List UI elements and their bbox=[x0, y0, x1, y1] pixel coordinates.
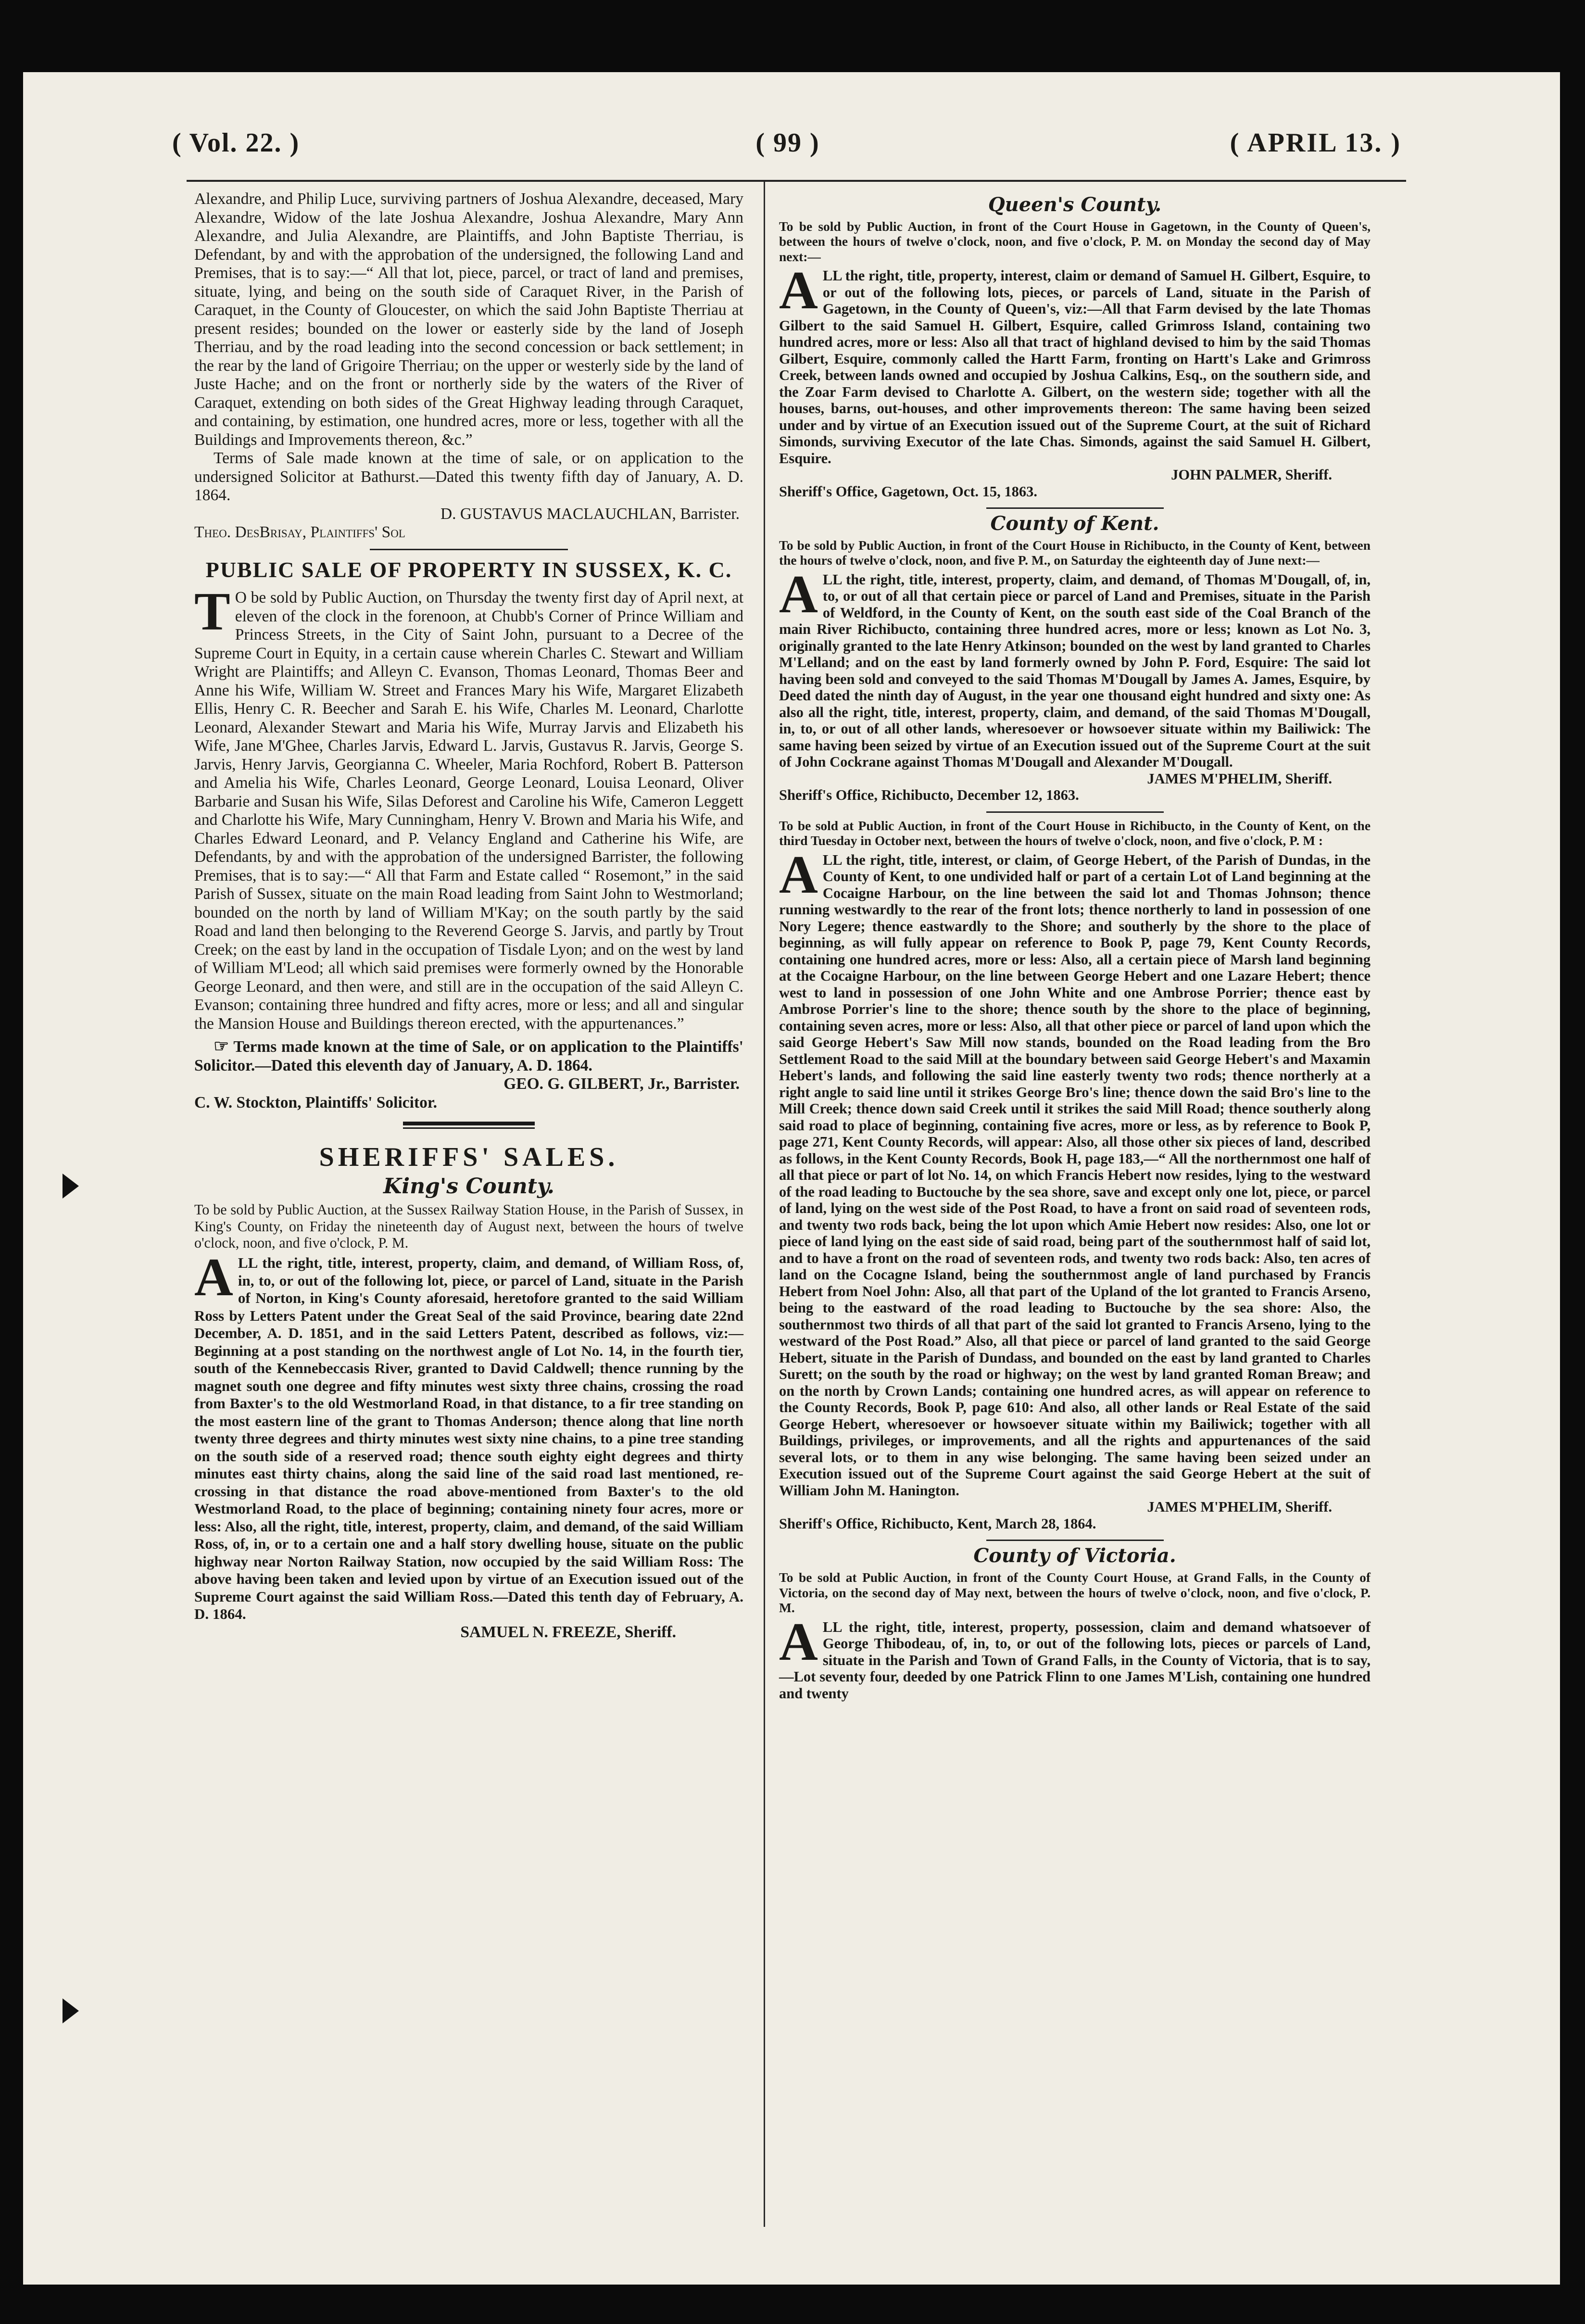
auction-notice: To be sold by Public Auction, at the Sussex Railway Station House, in the Parish of Sussex, in King's County, on Friday the nineteenth day of August next, between the hours of twelve o'clock, noon, and five o'clock, P. M. bbox=[194, 1201, 743, 1251]
sussex-terms: ☞ Terms made known at the time of Sale, or on application to the Plaintiffs' Solicitor.—Dated this eleventh day of January, A. D. 1864. bbox=[194, 1036, 743, 1074]
sheriff-office-date: Sheriff's Office, Richibucto, Kent, March 28, 1864. bbox=[779, 1515, 1096, 1532]
terms-of-sale: Terms of Sale made known at the time of sale, or on application to the undersigned Solicitor at Bathurst.—Dated this twenty fifth day of January, A. D. 1864. bbox=[194, 449, 743, 504]
drop-cap: A bbox=[779, 261, 818, 321]
drop-cap: A bbox=[779, 564, 818, 624]
section-rule bbox=[986, 811, 1164, 813]
county-heading: Queen's County. bbox=[988, 193, 1162, 216]
auction-notice: To be sold at Public Auction, in front of the County Court House, at Grand Falls, in the County of Victoria, on the second day of May next, between the hours of twelve o'clock, noon, and five o'clock, P. M. bbox=[779, 1570, 1371, 1616]
page-edge-marker bbox=[63, 1998, 79, 2023]
auction-notice: To be sold at Public Auction, in front of the Court House in Richibucto, in the County of Kent, on the third Tuesday in October next, between the hours of twelve o'clock, noon, and five o'clock, P. M : bbox=[779, 818, 1371, 848]
continued-notice-text: Alexandre, and Philip Luce, surviving partners of Joshua Alexandre, deceased, Mary Alexandre, Widow of the late Joshua Alexandre, Joshua Alexandre, Mary Ann Alexandre, and Julia Alexandre, are Plaintiffs, and John Baptiste Therriau, is Defendant, by and with the approbation of the undersigned, the following Land and Premises, that is to say:—“ All that lot, piece, parcel, or tract of land and premises, situate, lying, and being on the south side of Caraquet River, in the Parish of Caraquet, in the County of Gloucester, on which the said John Baptiste Therriau at present resides; bounded on the lower or easterly side by the land of Joseph Therriau, and by the road leading into the second concession or back settlement; in the rear by the land of Grigoire Therriau; on the upper or westerly side by the land of Juste Hache; and on the front or northerly side by the waters of the River of Caraquet, extending on both sides of the Great Highway leading through Caraquet, and containing, by estimation, one hundred acres, more or less, together with all the Buildings and Improvements thereon, &c.” bbox=[194, 190, 743, 449]
drop-cap: A bbox=[779, 1612, 818, 1672]
sheriff-signature: JAMES M'PHELIM, Sheriff. bbox=[1147, 770, 1332, 787]
column-divider bbox=[764, 182, 765, 2227]
page-header bbox=[23, 127, 1560, 171]
county-heading: County of Victoria. bbox=[973, 1544, 1176, 1567]
section-rule bbox=[986, 507, 1164, 509]
left-column bbox=[194, 190, 743, 1642]
section-rule bbox=[986, 1540, 1164, 1541]
solicitor-signature: C. W. Stockton, Plaintiffs' Solicitor. bbox=[194, 1093, 438, 1111]
double-rule bbox=[403, 1122, 535, 1125]
victoria-sale-text: ALL the right, title, interest, property, possession, claim and demand whatsoever of George Thibodeau, of, in, to, or out of the following lots, pieces or parcels of Land, situate in the Parish and Town of Grand Falls, in the County of Victoria, that is to say,—Lot seventy four, deeded by one Patrick Flinn to one James M'Lish, containing one hundred and twenty bbox=[779, 1612, 1371, 1702]
sheriff-office-date: Sheriff's Office, Gagetown, Oct. 15, 1863. bbox=[779, 483, 1038, 500]
queens-sale-text: ALL the right, title, property, interest, claim or demand of Samuel H. Gilbert, Esquire, to or out of the following lots, pieces, or parcels of Land, situate in the Parish of Gagetown, in the County of Queen's, viz:—All that Farm devised by the late Thomas Gilbert to the said Samuel H. Gilbert, Esquire, called Grimross Island, containing two hundred acres, more or less: Also all that tract of highland devised to him by the said Thomas Gilbert, Esquire, commonly called the Hartt Farm, fronting on Hartt's Lake and Grimross Creek, between lands owned and occupied by Joshua Calkins, Esq., on the southern side, and the Zoar Farm devised to Charlotte A. Gilbert, on the western side; together with all the houses, barns, out-houses, and other improvements thereon: The same having been seized under and by virtue of an Execution issued out of the Supreme Court, at the suit of Richard Simonds, surviving Executor of the late Chas. Simonds, against the said Samuel H. Gilbert, Esquire. bbox=[779, 261, 1371, 467]
issue-date: ( APRIL 13. ) bbox=[1230, 128, 1401, 158]
barrister-signature: D. GUSTAVUS MACLAUCHLAN, Barrister. bbox=[440, 505, 740, 523]
kent-sale-text: ALL the right, title, interest, property, claim, and demand, of Thomas M'Dougall, of, in, to, or out of all that certain piece or parcel of Land and Premises, situate in the Parish of Weldford, in the County of Kent, on the south east side of the Coal Branch of the main River Richibucto, containing three hundred acres, more or less; known as Lot No. 3, originally granted to the late Henry Atkinson; bounded on the west by land granted to Charles M'Lelland; and on the east by land formerly owned by John P. Ford, Esquire: The said lot having been sold and conveyed to the said Thomas M'Dougall by James A. James, Esquire, by Deed dated the ninth day of August, in the year one thousand eight hundred and sixty one: As also all the right, title, interest, property, claim, and demand, of the said Thomas M'Dougall, in, to, or out of all other lands, wheresoever or howsoever situate within my Bailiwick: The same having been seized by virtue of an Execution issued out of the Supreme Court at the suit of John Cockrane against Thomas M'Dougall and Alexander M'Dougall. bbox=[779, 564, 1371, 770]
sheriff-signature: JOHN PALMER, Sheriff. bbox=[1171, 467, 1332, 483]
solicitor-signature: Theo. DesBrisay, Plaintiffs' Sol bbox=[194, 523, 405, 541]
sussex-sale-text: T O be sold by Public Auction, on Thursday the twenty first day of April next, at eleven of the clock in the forenoon, at Chubb's Corner of Prince William and Princess Streets, in the City of Saint John, pursuant to a Decree of the Supreme Court in Equity, in a certain cause wherein Charles C. Stewart and William Wright are Plaintiffs; and Alleyn C. Evanson, Thomas Leonard, Thomas Beer and Anne his Wife, William W. Street and Frances Mary his Wife, Margaret Elizabeth Ellis, Henry C. R. Beecher and Sarah E. his Wife, Charles M. Leonard, Charlotte Leonard, Alexander Stewart and Maria his Wife, Murray Jarvis and Elizabeth his Wife, Jane M'Ghee, Charles Jarvis, Edward L. Jarvis, Gustavus R. Jarvis, George S. Jarvis, Henry Jarvis, Georgianna C. Wheeler, Maria Rochford, Robert B. Patterson and Amelia his Wife, Charles Leonard, George Leonard, Louisa Leonard, Oliver Barbarie and Susan his Wife, Silas Deforest and Caroline his Wife, Cameron Leggett and Charlotte his Wife, Mary Cunningham, Henry V. Brown and Maria his Wife, and Charles Edward Leonard, and P. Velancy England and Catherine his Wife, are Defendants, by and with the approbation of the undersigned Barrister, the following Premises, that is to say:—“ All that Farm and Estate called “ Rosemont,” in the said Parish of Sussex, situate on the main Road leading from Saint John to Westmorland; bounded on the north by land of William M'Kay; on the south partly by the said Road and land then belonging to the Reverend George S. Jarvis, and partly by Trout Creek; on the east by land in the occupation of Tisdale Lyon; and on the west by land of William M'Leod; all which said premises were formerly owned by the Honorable George Leonard, and then were, and still are in the occupation of the said Alleyn C. Evanson; containing three hundred and fifty acres, more or less; and all and singular the Mansion House and Buildings thereon erected, with the appurtenances.” bbox=[194, 582, 743, 1033]
section-rule bbox=[370, 549, 567, 550]
barrister-signature: GEO. G. GILBERT, Jr., Barrister. bbox=[503, 1075, 740, 1093]
drop-cap: A bbox=[779, 845, 818, 905]
sheriffs-sales-heading: SHERIFFS' SALES. bbox=[319, 1142, 619, 1172]
newspaper-page bbox=[23, 72, 1560, 2285]
auction-notice: To be sold by Public Auction, in front of the Court House in Gagetown, in the County of Queen's, between the hours of twelve o'clock, noon, and five o'clock, P. M. on Monday the second day of May next:— bbox=[779, 219, 1371, 264]
sheriff-office-date: Sheriff's Office, Richibucto, December 12, 1863. bbox=[779, 787, 1079, 804]
pointing-hand-icon: ☞ bbox=[214, 1036, 229, 1056]
page-number: ( 99 ) bbox=[755, 128, 820, 158]
kings-sale-text: ALL the right, title, interest, property, claim, and demand, of William Ross, of, in, to, or out of the following lot, piece, or parcel of Land, situate in the Parish of Norton, in King's County aforesaid, heretofore granted to the said William Ross by Letters Patent under the Great Seal of the said Province, bearing date 22nd December, A. D. 1851, and in the said Letters Patent, described as follows, viz:—Beginning at a post standing on the northwest angle of Lot No. 14, in the fourth tier, south of the Kennebeccasis River, granted to David Caldwell; thence running by the magnet south one degree and fifty minutes west sixty three chains, crossing the road from Baxter's to the old Westmorland Road, in that distance, to a fir tree standing on the most eastern line of the grant to Thomas Anderson; thence along that line north twenty three degrees and thirty minutes west sixty nine chains, to a pine tree standing on the south side of a reserved road; thence south eighty eight degrees and thirty minutes east thirty chains, along the said line of the said road last mentioned, re-crossing in that distance the road above-mentioned from Baxter's to the old Westmorland Road, to the place of beginning; containing ninety four acres, more or less: Also, all the right, title, interest, property, claim, and demand, of the said William Ross, of, in, or to a certain one and a half story dwelling house, situate on the public highway near Norton Railway Station, now occupied by the said William Ross: The above having been taken and levied upon by virtue of an Execution issued out of the Supreme Court against the said William Ross.—Dated this tenth day of February, A. D. 1864. bbox=[194, 1248, 743, 1623]
sheriff-signature: JAMES M'PHELIM, Sheriff. bbox=[1147, 1499, 1332, 1516]
county-heading: County of Kent. bbox=[990, 512, 1159, 535]
drop-cap: A bbox=[194, 1248, 233, 1308]
county-heading: King's County. bbox=[383, 1174, 554, 1199]
auction-notice: To be sold by Public Auction, in front of the Court House in Richibucto, in the County of Kent, between the hours of twelve o'clock, noon, and five P. M., on Saturday the eighteenth day of June next:— bbox=[779, 538, 1371, 568]
right-column bbox=[779, 190, 1371, 1702]
drop-cap: T bbox=[194, 582, 230, 642]
header-rule bbox=[187, 180, 1406, 182]
kent-second-sale-text: ALL the right, title, interest, or claim, of George Hebert, of the Parish of Dundas, in the County of Kent, to one undivided half or part of a certain Lot of Land beginning at the Cocaigne Harbour, on the line between the said lot and Thomas Johnson; thence running westwardly to the rear of the front lots; thence northerly to land in possession of one Nory Legere; thence eastwardly to the Shore; and southerly by the shore to the place of beginning, as will fully appear on reference to Book P, page 79, Kent County Records, containing one hundred acres, more or less: Also, all a certain piece of Marsh land beginning at the Cocaigne Harbour, on the line between George Hebert and one Lazare Hebert; thence west to land in possession of one John White and one Ambrose Porrier; thence east by Ambrose Porrier's line to the shore; thence south by the shore to the place of beginning, containing seven acres, more or less: Also, all that other piece or parcel of land upon which the said George Hebert's Saw Mill now stands, bounded on the Road leading from the Bro Settlement Road to the said Mill at the boundary between said George Hebert's and Maxamin Hebert's lands, and following the said line easterly twenty two rods; thence northerly at a right angle to said line until it strikes George Bro's line; thence down the said Bro's line to the Mill Creek; thence down said Creek until it strikes the said Mill Road; thence southerly along said road to place of beginning, containing five acres, more or less, as by reference to Book P, page 271, Kent County Records, will appear: Also, all those other six pieces of land, described as follows, in the Kent County Records, Book H, page 183,—“ All the northernmost one half of all that piece or part of lot No. 14, on which Francis Hebert now resides, lying to the westward of the road leading to Buctouche by the sea shore, save and except only one lot, piece, or parcel of land, lying on the west side of the Post Road, to have a front on said road of seventeen rods, and twenty two rods back, being the lot upon which Amie Hebert now resides: Also, one lot or piece of land lying on the east side of said road, being part of the southernmost half of said lot, and to have a front on the road of seventeen rods, and twenty two rods back: Also, ten acres of land on the Cocagne Island, being the southernmost angle of land purchased by Francis Hebert from Noel John: Also, all that part of the Upland of the lot granted to Francis Arseno, being to the eastward of the road leading to Buctouche by the sea shore: Also, the southernmost two thirds of all that part of the said lot granted to Francis Arseno, lying to the westward of the Post Road.” Also, all that piece or parcel of land granted to the said George Hebert, situate in the Parish of Dundass, and bounded on the east by land granted to Charles Surett; on the south by the road or highway; on the west by land granted Roman Breaw; and on the north by Crown Lands; containing one hundred acres, as will appear on reference to the County Records, Book P, page 610: And also, all other lands or Real Estate of the said George Hebert, wheresoever or howsoever situate within my Bailiwick; together with all Buildings, privileges, or improvements, and all the rights and appurtenances of the said several lots, or to them in any wise belonging. The same having been seized under an Execution issued out of the Supreme Court against the said George Hebert at the suit of William John M. Hanington. bbox=[779, 845, 1371, 1499]
sussex-sale-title: PUBLIC SALE OF PROPERTY IN SUSSEX, K. C. bbox=[205, 557, 732, 582]
volume-label: ( Vol. 22. ) bbox=[172, 128, 300, 158]
page-edge-marker bbox=[63, 1174, 79, 1199]
sheriff-signature: SAMUEL N. FREEZE, Sheriff. bbox=[460, 1623, 676, 1641]
